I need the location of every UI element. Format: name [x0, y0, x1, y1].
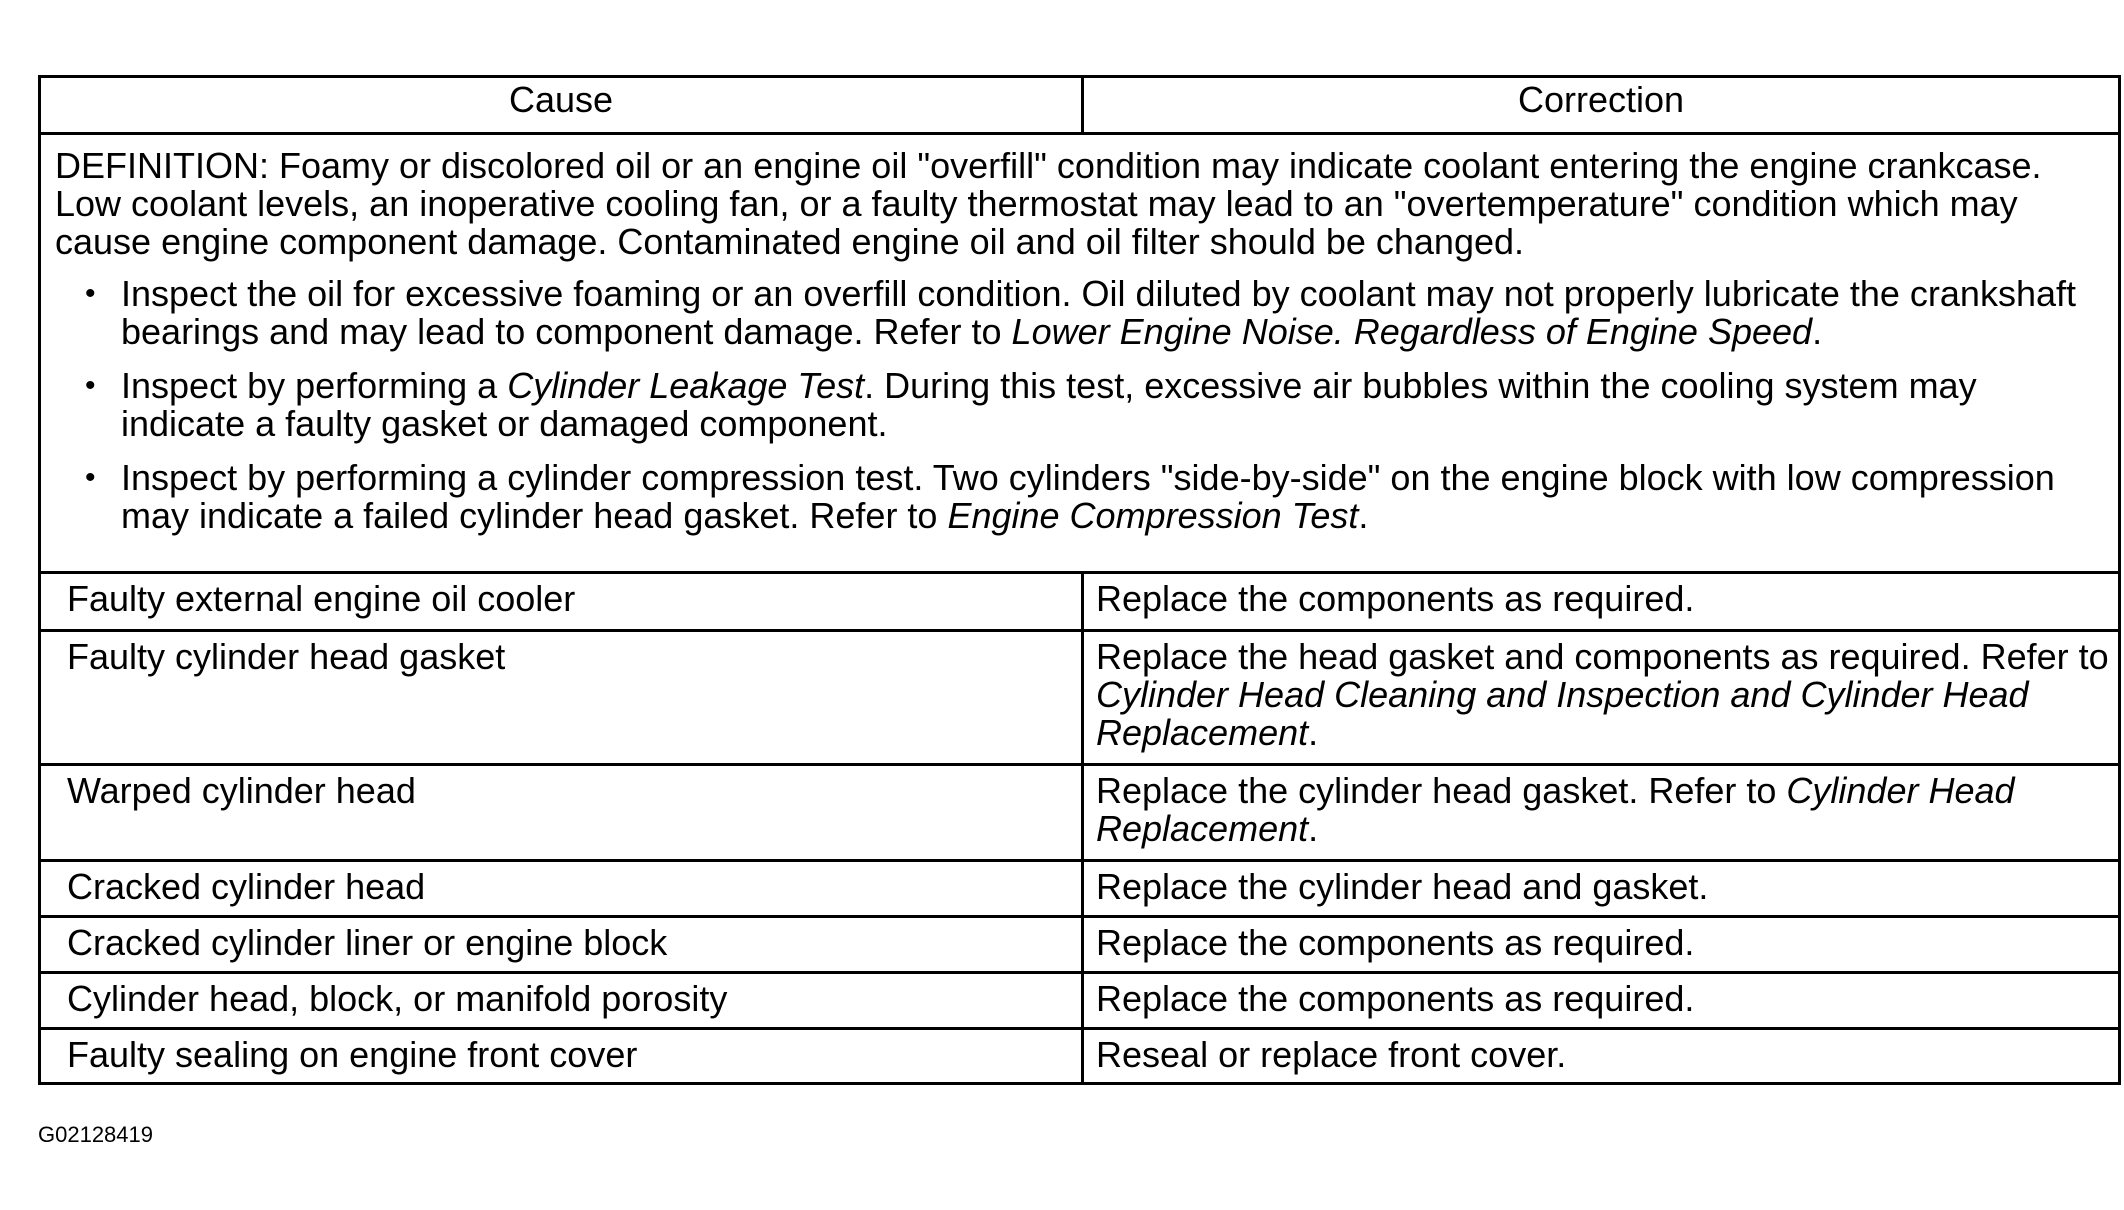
correction-cell — [1084, 974, 2118, 1027]
bullet-icon: • — [85, 277, 96, 310]
table-row — [41, 974, 2118, 1030]
correction-reference: Cylinder Head Replacement — [1096, 770, 2015, 849]
correction-text: Reseal or replace front cover. — [1096, 1034, 1567, 1075]
definition-text: DEFINITION: Foamy or discolored oil or an engine oil "overfill" condition may indicate coolant entering the engine crankcase. Low coolant levels, an inoperative cooling fan, or a faulty thermostat may lead to an "overtemperature" condition which may cause engine component damage. Contaminated engine oil and oil filter should be changed. — [55, 145, 2042, 262]
inspection-bullet-list — [55, 275, 2104, 535]
cause-cell: Cracked cylinder liner or engine block — [41, 918, 1084, 971]
bullet-reference: Cylinder Leakage Test — [507, 365, 865, 406]
table-row — [41, 574, 2118, 632]
header-correction: Correction — [1517, 79, 1685, 120]
header-cause: Cause — [41, 78, 1084, 132]
bullet-reference: Lower Engine Noise. Regardless of Engine Speed — [1011, 311, 1813, 352]
correction-cell — [1084, 918, 2118, 971]
correction-text: Replace the cylinder head gasket. Refer to — [1096, 770, 1787, 811]
cause-cell: Cylinder head, block, or manifold porosity — [41, 974, 1084, 1027]
cause-cell: Faulty sealing on engine front cover — [41, 1030, 1084, 1082]
bullet-icon: • — [85, 369, 96, 402]
table-header-row — [41, 78, 2118, 135]
correction-text-end: . — [1308, 808, 1319, 849]
table-row — [41, 918, 2118, 974]
bullet-text: Inspect the oil for excessive foaming or an overfill condition. Oil diluted by coolant may not properly lubricate the crankshaft bearings and may lead to component damage. Refer to — [121, 273, 2077, 352]
table-row — [41, 766, 2118, 862]
correction-text: Replace the cylinder head and gasket. — [1096, 866, 1709, 907]
correction-cell — [1084, 574, 2118, 629]
list-item — [55, 367, 2104, 443]
bullet-reference: Engine Compression Test — [947, 495, 1359, 536]
correction-text: Replace the components as required. — [1096, 578, 1695, 619]
definition-row — [41, 135, 2118, 574]
cause-cell: Faulty cylinder head gasket — [41, 632, 1084, 763]
correction-cell — [1084, 862, 2118, 915]
correction-reference: Cylinder Head Cleaning and Inspection and Cylinder Head Replacement — [1096, 674, 2029, 753]
diagnostic-table — [38, 75, 2121, 1085]
table-row — [41, 862, 2118, 918]
correction-text: Replace the head gasket and components as required. Refer to — [1096, 636, 2109, 677]
bullet-text-end: . — [1358, 495, 1369, 536]
figure-id: G02128419 — [38, 1122, 153, 1147]
correction-cell — [1084, 632, 2118, 763]
correction-cell — [1084, 766, 2118, 859]
correction-cell — [1084, 1030, 2118, 1082]
bullet-icon: • — [85, 461, 96, 494]
correction-text: Replace the components as required. — [1096, 922, 1695, 963]
cause-cell: Faulty external engine oil cooler — [41, 574, 1084, 629]
bullet-text: Inspect by performing a cylinder compression test. Two cylinders "side-by-side" on the engine block with low compression may indicate a failed cylinder head gasket. Refer to — [121, 457, 2055, 536]
cause-cell: Cracked cylinder head — [41, 862, 1084, 915]
table-row — [41, 1030, 2118, 1082]
bullet-text-end: . During this test, excessive air bubbles within the cooling system may indicate a faulty gasket or damaged component. — [121, 365, 1977, 444]
list-item — [55, 275, 2104, 351]
bullet-text-end: . — [1812, 311, 1823, 352]
correction-text-end: . — [1308, 712, 1319, 753]
table-row — [41, 632, 2118, 766]
correction-text: Replace the components as required. — [1096, 978, 1695, 1019]
definition-cell — [41, 135, 2118, 571]
bullet-text: Inspect by performing a — [121, 365, 508, 406]
cause-cell: Warped cylinder head — [41, 766, 1084, 859]
list-item — [55, 459, 2104, 535]
